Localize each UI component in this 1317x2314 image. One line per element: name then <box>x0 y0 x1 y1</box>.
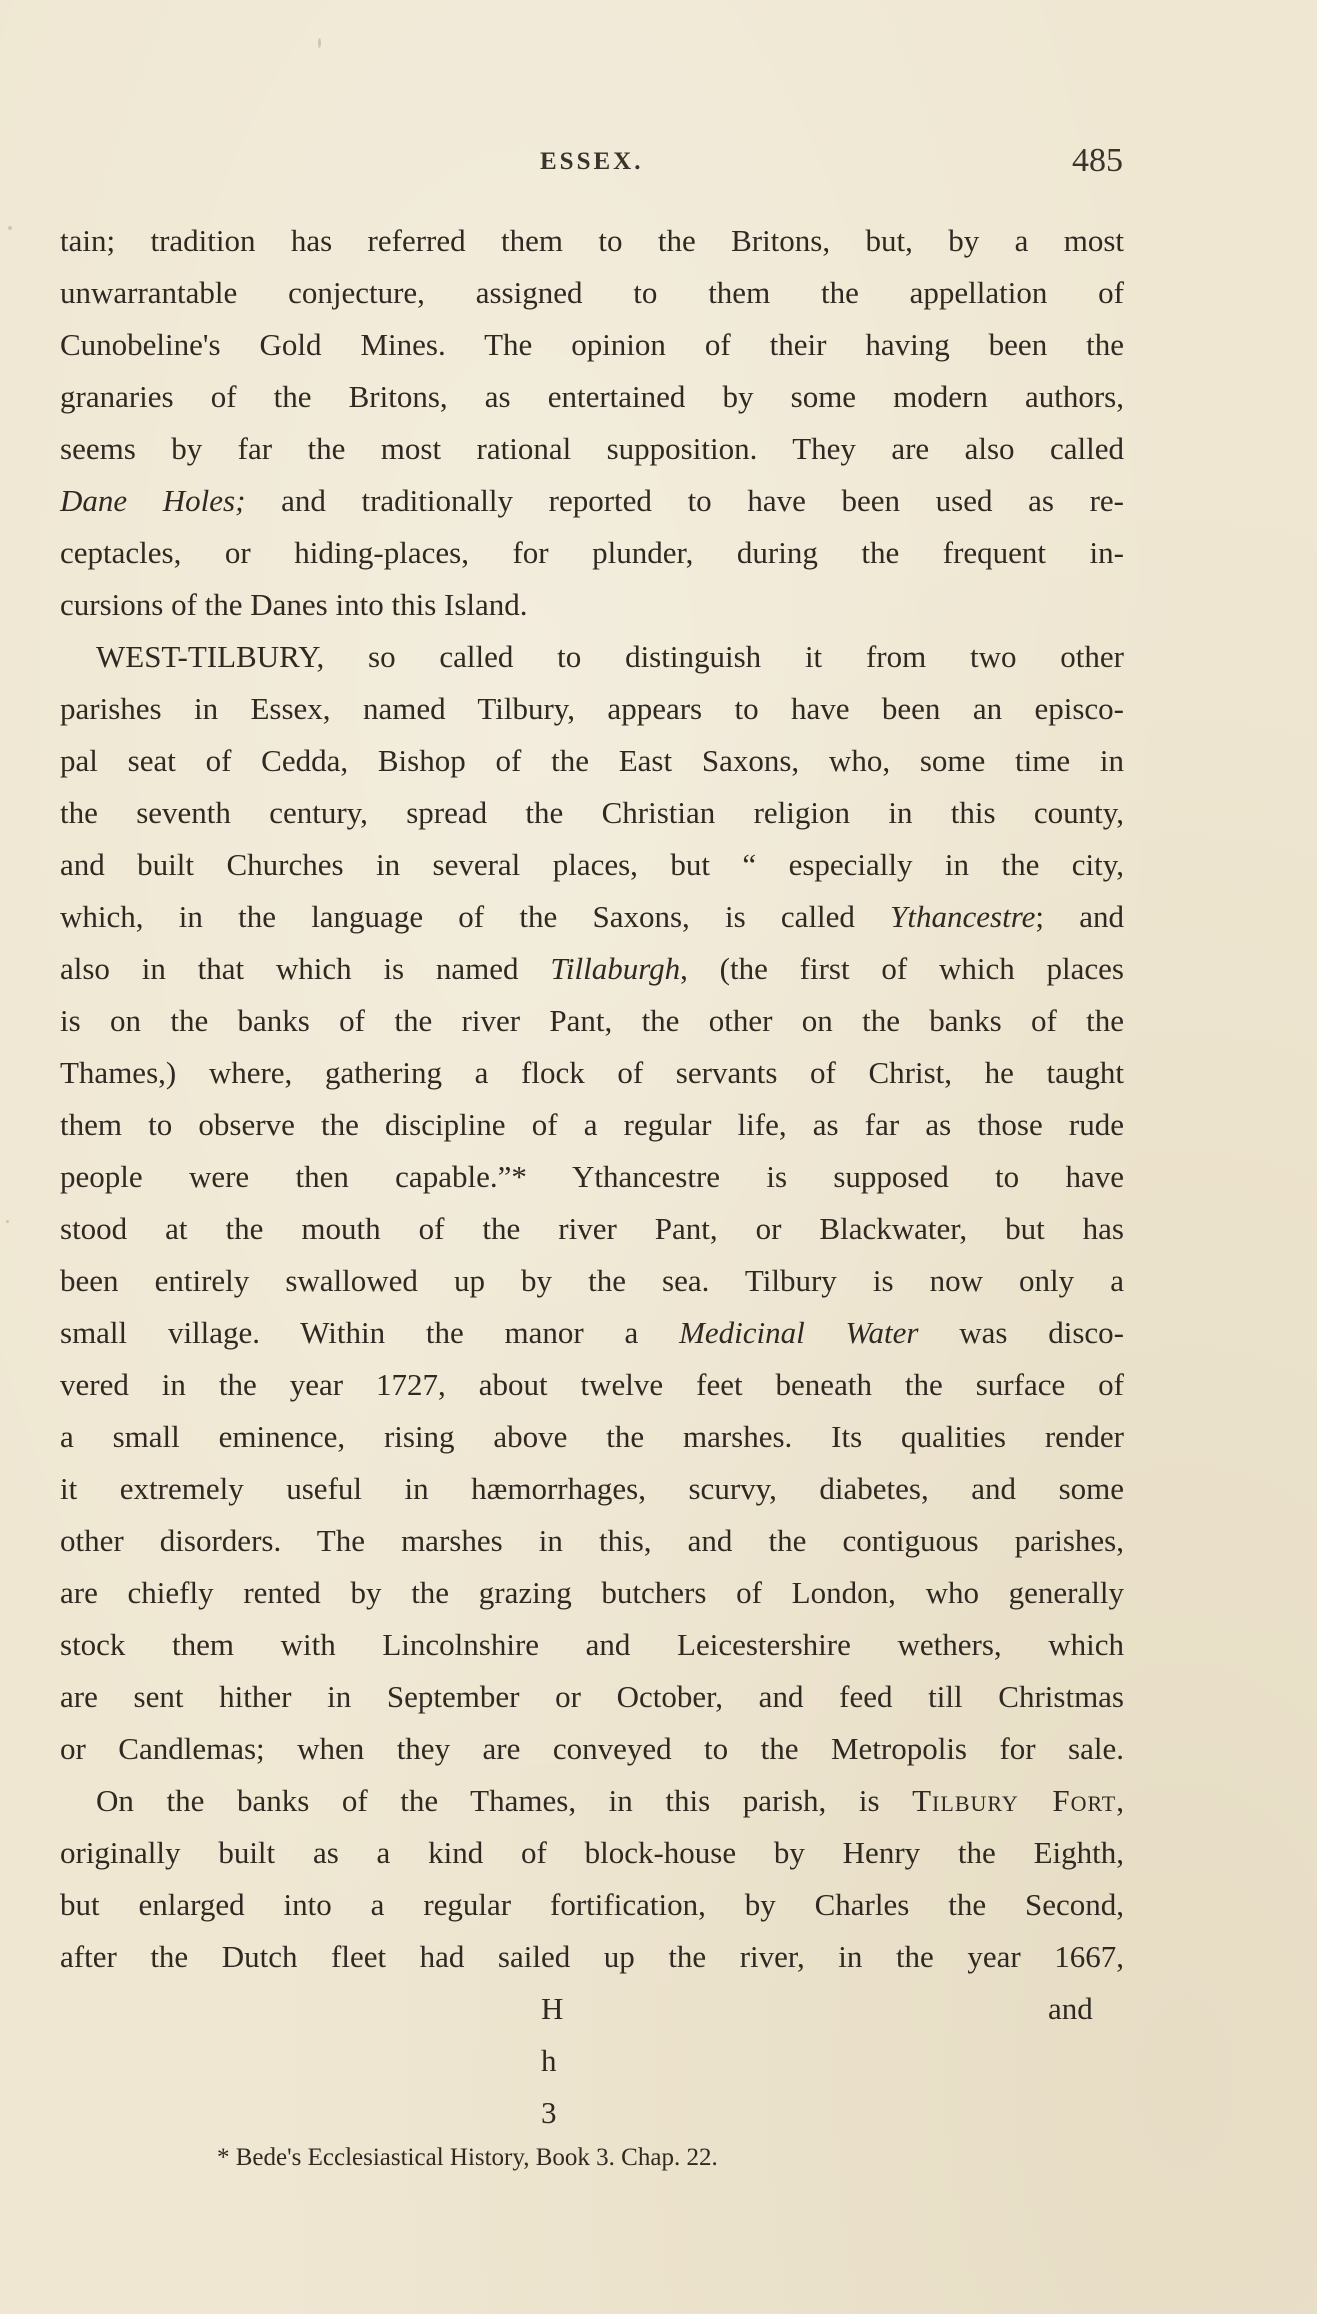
text-line: originally built as a kind of block-house by Henry the Eighth, <box>60 1835 1124 1870</box>
text-line: it extremely useful in hæmorrhages, scurvy, diabetes, and some <box>60 1471 1124 1506</box>
footnote: * Bede's Ecclesiastical History, Book 3. Chap. 22. <box>217 2144 718 2171</box>
signature-mark: H h 3 <box>541 1991 568 2130</box>
running-title: ESSEX. <box>540 148 644 175</box>
text-line: vered in the year 1727, about twelve feet beneath the surface of <box>60 1367 1124 1402</box>
text-line: granaries of the Britons, as entertained by some modern authors, <box>60 379 1124 414</box>
text-run: small village. Within the manor a <box>60 1315 680 1350</box>
text-run: On the banks of the Thames, in this parish, is <box>96 1783 913 1818</box>
paper-speck <box>6 1220 9 1223</box>
text-line: pal seat of Cedda, Bishop of the East Saxons, who, some time in <box>60 743 1124 778</box>
text-line: are chiefly rented by the grazing butchers of London, who generally <box>60 1575 1124 1610</box>
small-caps-phrase: Tilbury Fort <box>912 1783 1117 1818</box>
text-line: and built Churches in several places, but “ especially in the city, <box>60 847 1124 882</box>
text-line: cursions of the Danes into this Island. <box>60 587 528 622</box>
text-line: or Candlemas; when they are conveyed to the Metropolis for sale. <box>60 1731 1124 1766</box>
text-run: and traditionally reported to have been used as re- <box>245 483 1124 518</box>
page-number: 485 <box>1072 142 1123 179</box>
text-line: the seventh century, spread the Christian religion in this county, <box>60 795 1124 830</box>
text-line: seems by far the most rational supposition. They are also called <box>60 431 1124 466</box>
text-line: parishes in Essex, named Tilbury, appears to have been an episco- <box>60 691 1124 726</box>
text-line: them to observe the discipline of a regular life, as far as those rude <box>60 1107 1124 1142</box>
text-line: but enlarged into a regular fortification, by Charles the Second, <box>60 1887 1124 1922</box>
italic-phrase: Dane Holes; <box>60 483 246 518</box>
paper-speck <box>318 38 321 48</box>
text-line: WEST-TILBURY, so called to distinguish it from two other <box>96 639 1124 674</box>
text-line: people were then capable.”* Ythancestre is supposed to have <box>60 1159 1124 1194</box>
text-line: a small eminence, rising above the marshes. Its qualities render <box>60 1419 1124 1454</box>
text-line <box>60 891 1124 943</box>
text-line: stock them with Lincolnshire and Leicestershire wethers, which <box>60 1627 1124 1662</box>
text-line: after the Dutch fleet had sailed up the river, in the year 1667, <box>60 1939 1124 1974</box>
text-line: tain; tradition has referred them to the Britons, but, by a most <box>60 223 1124 258</box>
text-run: was disco- <box>918 1315 1124 1350</box>
text-line <box>60 943 1124 995</box>
italic-phrase: Ythancestre <box>890 899 1036 934</box>
paper-speck <box>8 226 12 230</box>
text-line: Cunobeline's Gold Mines. The opinion of their having been the <box>60 327 1124 362</box>
text-line <box>60 475 1124 527</box>
text-line: other disorders. The marshes in this, and the contiguous parishes, <box>60 1523 1124 1558</box>
text-run: also in that which is named <box>60 951 551 986</box>
text-line: is on the banks of the river Pant, the other on the banks of the <box>60 1003 1124 1038</box>
text-line: are sent hither in September or October, and feed till Christmas <box>60 1679 1124 1714</box>
text-line <box>60 1307 1124 1359</box>
italic-phrase: Tillaburgh <box>550 951 681 986</box>
text-line: stood at the mouth of the river Pant, or Blackwater, but has <box>60 1211 1124 1246</box>
text-run: , <box>1116 1783 1124 1818</box>
italic-phrase: Medicinal Water <box>679 1315 919 1350</box>
text-run: which, in the language of the Saxons, is called <box>60 899 891 934</box>
catchword: and <box>1048 1991 1093 2026</box>
text-run: ; and <box>1035 899 1124 934</box>
text-line: unwarrantable conjecture, assigned to them the appellation of <box>60 275 1124 310</box>
text-run: , (the first of which places <box>680 951 1125 986</box>
text-line: ceptacles, or hiding-places, for plunder, during the frequent in- <box>60 535 1124 570</box>
text-line: been entirely swallowed up by the sea. Tilbury is now only a <box>60 1263 1124 1298</box>
running-head <box>0 142 1317 188</box>
text-line <box>96 1775 1124 1827</box>
text-line: Thames,) where, gathering a flock of servants of Christ, he taught <box>60 1055 1124 1090</box>
